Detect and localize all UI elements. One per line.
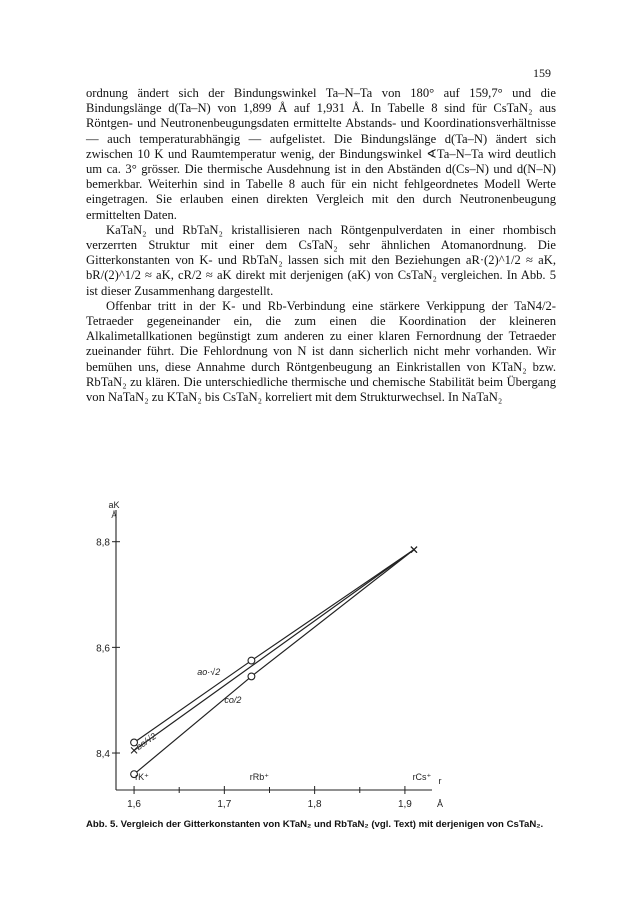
x-tick-label: 1,6 — [127, 799, 142, 810]
ion-radius-label: rCs⁺ — [412, 772, 432, 782]
series-label: co/2 — [224, 694, 242, 705]
series-line — [134, 550, 414, 743]
page-number: 159 — [533, 66, 551, 80]
ion-radius-label: rK⁺ — [135, 772, 149, 782]
y-tick-label: 8,8 — [96, 537, 110, 549]
paragraph-3: Offenbar tritt in der K- und Rb-Verbindung eine stärkere Verkippung der TaN4/2-Tetraeder gegeneinander ein, die zum einen die Koordination der kleineren Alkalimetallkationen begünstigt zum anderen zu einer klaren Fernordnung der Tetraeder zueinander führt. Die Fehlordnung von N ist dann sicherlich nicht mehr vorhanden. Wir bemühen uns, diese Annahme durch Röntgenbeugung an Einkristallen von KTaN₂ bzw. RbTaN₂ zu klären. Die unterschiedliche thermische und chemische Stabilität beim Übergang von NaTaN₂ zu KTaN₂ bis CsTaN₂ korreliert mit dem Strukturwechsel. In NaTaN₂ — [86, 298, 556, 405]
figure-lattice-constants — [80, 490, 560, 820]
series-line — [134, 550, 414, 775]
lattice-constant-chart — [80, 490, 560, 820]
x-tick-label: 1,7 — [217, 799, 232, 810]
data-point — [248, 673, 255, 680]
ion-radius-label: rRb⁺ — [249, 772, 270, 782]
series-label: ao·√2 — [197, 666, 221, 677]
x-axis-unit: Å — [436, 799, 444, 809]
y-axis-label: aK — [108, 500, 120, 510]
paragraph-1: ordnung ändert sich der Bindungswinkel Ta–N–Ta von 180° auf 159,7° und die Bindungslänge d(Ta–N) von 1,899 Å auf 1,931 Å. In Tabelle 8 sind für CsTaN₂ aus Röntgen- und Neutronenbeugungsdaten ermittelte Abstands- und Koordinationsverhältnisse — auch temperaturabhängig — aufgelistet. Die Bindungslänge d(Ta–N) ändert sich zwischen 10 K und Raumtemperatur wenig, der Bindungswinkel ∢Ta–N–Ta wird deutlich um ca. 3° grösser. Die thermische Ausdehnung ist in den Abständen d(Cs–N) und d(N–N) bemerkbar. Weiterhin sind in Tabelle 8 auch für ein nicht fehlgeordnetes Modell Werte eingetragen. Sie erlauben einen direkten Vergleich mit den durch Neutronenbeugung ermittelten Daten. — [86, 86, 556, 222]
figure-caption: Abb. 5. Vergleich der Gitterkonstanten von KTaN₂ und RbTaN₂ (vgl. Text) mit derjenigen von CsTaN₂. — [86, 819, 544, 830]
y-axis-unit: Å — [111, 511, 117, 520]
x-tick-label: 1,9 — [397, 799, 412, 810]
x-axis-label: r — [438, 776, 442, 786]
series-label: bo/√2 — [133, 730, 159, 753]
x-tick-label: 1,8 — [307, 799, 322, 810]
y-tick-label: 8,6 — [96, 643, 110, 655]
y-tick-label: 8,4 — [96, 749, 110, 761]
data-point — [248, 657, 255, 664]
series-line — [134, 550, 414, 751]
paragraph-2: KaTaN₂ und RbTaN₂ kristallisieren nach Röntgenpulverdaten in einer rhombisch verzerrten Struktur mit einer dem CsTaN₂ sehr ähnlichen Atomanordnung. Die Gitterkonstanten von K- und RbTaN₂ lassen sich mit den Beziehungen aR·(2)^1/2 ≈ aK, bR/(2)^1/2 ≈ aK, cR/2 ≈ aK direkt mit derjenigen (aK) von CsTaN₂ vergleichen. In Abb. 5 ist dieser Zusammenhang dargestellt. — [86, 222, 556, 298]
data-point — [411, 547, 417, 553]
body-text — [86, 86, 556, 405]
